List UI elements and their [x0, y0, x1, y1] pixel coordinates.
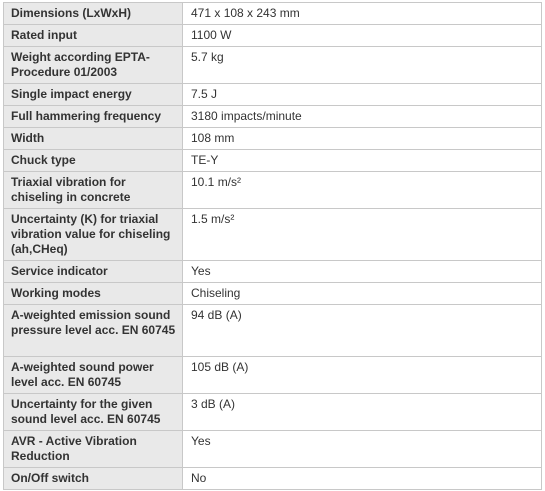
spec-row	[4, 128, 542, 150]
spec-value: 1100 W	[183, 25, 542, 47]
spec-row	[4, 283, 542, 305]
spec-value: No	[183, 468, 542, 490]
spec-value: Chiseling	[183, 283, 542, 305]
spec-value: 105 dB (A)	[183, 357, 542, 394]
spec-row	[4, 394, 542, 431]
spec-row	[4, 106, 542, 128]
spec-label: Triaxial vibration for chiseling in concrete	[4, 172, 183, 209]
spec-value: 3180 impacts/minute	[183, 106, 542, 128]
spec-row	[4, 84, 542, 106]
spec-value: Yes	[183, 431, 542, 468]
spec-row	[4, 468, 542, 490]
spec-label: Single impact energy	[4, 84, 183, 106]
spec-label: A-weighted emission sound pressure level acc. EN 60745	[4, 305, 183, 357]
spec-label: Chuck type	[4, 150, 183, 172]
spec-row	[4, 25, 542, 47]
spec-label: Dimensions (LxWxH)	[4, 3, 183, 25]
spec-label: Full hammering frequency	[4, 106, 183, 128]
spec-row	[4, 47, 542, 84]
spec-value: 94 dB (A)	[183, 305, 542, 357]
spec-label: Uncertainty (K) for triaxial vibration value for chiseling (ah,CHeq)	[4, 209, 183, 261]
spec-label: Weight according EPTA-Procedure 01/2003	[4, 47, 183, 84]
spec-value: 7.5 J	[183, 84, 542, 106]
spec-row	[4, 172, 542, 209]
spec-value: 5.7 kg	[183, 47, 542, 84]
spec-row	[4, 305, 542, 357]
spec-row	[4, 209, 542, 261]
spec-value: 10.1 m/s²	[183, 172, 542, 209]
spec-label: A-weighted sound power level acc. EN 60745	[4, 357, 183, 394]
spec-value: Yes	[183, 261, 542, 283]
specifications-table	[3, 2, 542, 490]
spec-row	[4, 261, 542, 283]
spec-label: Rated input	[4, 25, 183, 47]
spec-value: 471 x 108 x 243 mm	[183, 3, 542, 25]
spec-value: 1.5 m/s²	[183, 209, 542, 261]
spec-label: Uncertainty for the given sound level acc. EN 60745	[4, 394, 183, 431]
spec-value: 3 dB (A)	[183, 394, 542, 431]
spec-value: TE-Y	[183, 150, 542, 172]
spec-row	[4, 357, 542, 394]
spec-label: Service indicator	[4, 261, 183, 283]
spec-row	[4, 431, 542, 468]
spec-row	[4, 150, 542, 172]
spec-label: On/Off switch	[4, 468, 183, 490]
spec-label: AVR - Active Vibration Reduction	[4, 431, 183, 468]
spec-value: 108 mm	[183, 128, 542, 150]
spec-label: Width	[4, 128, 183, 150]
spec-row	[4, 3, 542, 25]
spec-label: Working modes	[4, 283, 183, 305]
